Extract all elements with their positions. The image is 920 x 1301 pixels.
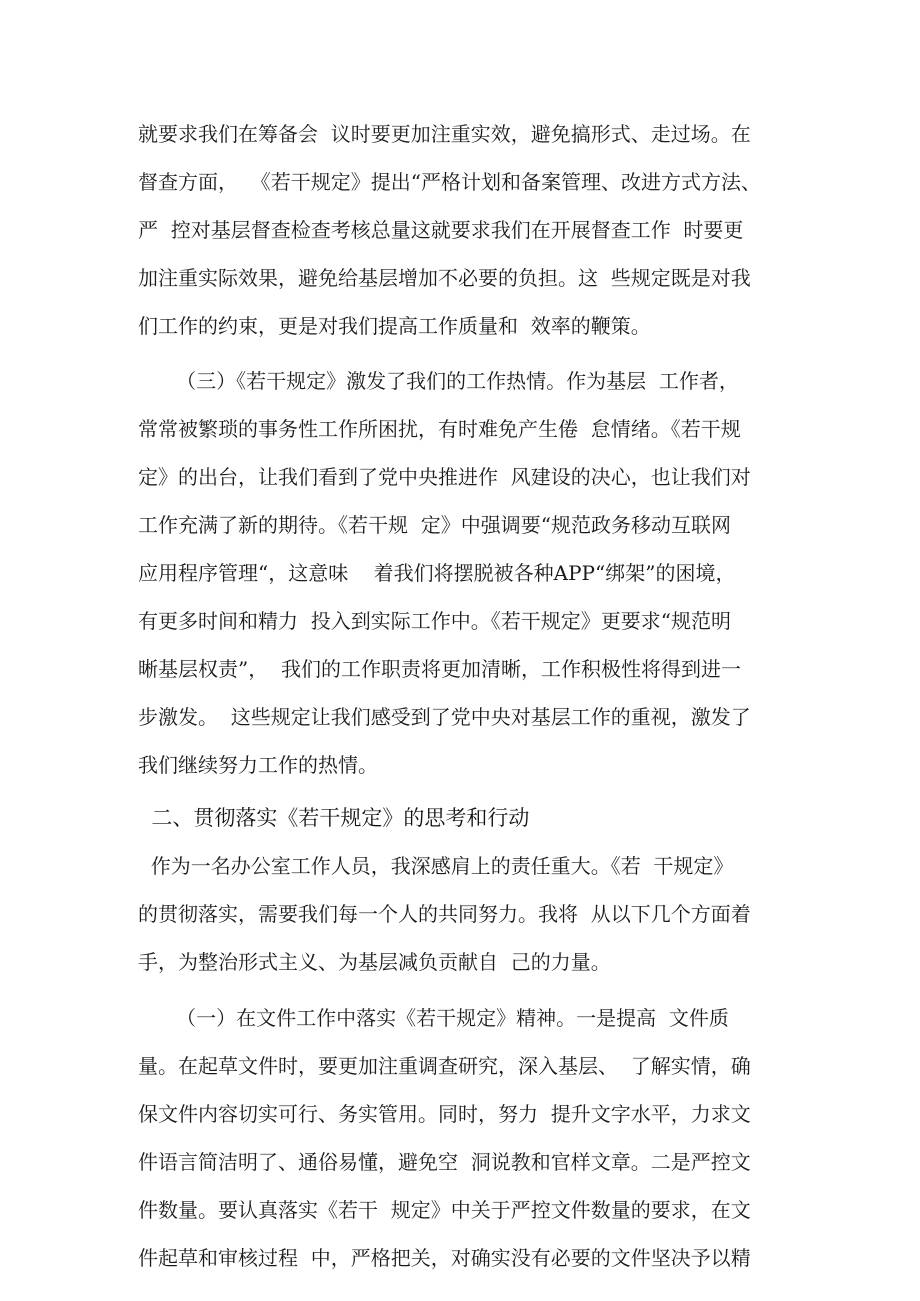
section-heading: 二、贯彻落实《若干规定》的思考和行动 — [138, 806, 530, 830]
body-text-line: 就要求我们在筹备会 议时要更加注重实效，避免搞形式、走过场。在 — [138, 122, 751, 146]
body-text-line: 作为一名办公室工作人员，我深感肩上的责任重大。《若 干规定》 — [138, 854, 734, 878]
body-text-line: （三）《若干规定》激发了我们的工作热情。作为基层 工作者， — [138, 369, 739, 393]
body-text-line: 我们继续努力工作的热情。 — [138, 753, 378, 777]
body-text-line: 件起草和审核过程 中，严格把关，对确实没有必要的文件坚决予以精 — [138, 1246, 751, 1270]
body-text-line: 晰基层权责”， 我们的工作职责将更加清晰，工作积极性将得到进一 — [138, 657, 741, 681]
body-text-line: 保文件内容切实可行、务实管用。同时，努力 提升文字水平，力求文 — [138, 1102, 751, 1126]
body-text-line: 常常被繁琐的事务性工作所困扰，有时难免产生倦 怠情绪。《若干规 — [138, 417, 741, 441]
body-text-line: 们工作的约束，更是对我们提高工作质量和 效率的鞭策。 — [138, 314, 651, 338]
body-text-line: 件语言简洁明了、通俗易懂，避免空 洞说教和官样文章。二是严控文 — [138, 1150, 751, 1174]
body-text-line: 工作充满了新的期待。《若干规 定》中强调要“规范政务移动互联网 — [138, 513, 731, 537]
body-text-line: 量。在起草文件时，要更加注重调查研究，深入基层、 了解实情，确 — [138, 1054, 751, 1078]
body-text-line: 应用程序管理“，这意味 着我们将摆脱被各种APP“绑架”的困境， — [138, 561, 736, 585]
body-text-line: 加注重实际效果，避免给基层增加不必要的负担。这 些规定既是对我 — [138, 266, 751, 290]
body-text-line: 件数量。要认真落实《若干 规定》中关于严控文件数量的要求，在文 — [138, 1198, 751, 1222]
body-text-line: 手，为整治形式主义、为基层减负贡献自 己的力量。 — [138, 950, 611, 974]
body-text-line: 督查方面， 《若干规定》提出“严格计划和备案管理、改进方式方法、 — [138, 170, 761, 194]
body-text-line: 有更多时间和精力 投入到实际工作中。《若干规定》更要求“规范明 — [138, 609, 731, 633]
body-text-line: 严 控对基层督查检查考核总量这就要求我们在开展督查工作 时要更 — [138, 218, 744, 242]
body-text-line: 定》的出台，让我们看到了党中央推进作 风建设的决心，也让我们对 — [138, 465, 751, 489]
body-text-line: 的贯彻落实，需要我们每一个人的共同努力。我将 从以下几个方面着 — [138, 902, 751, 926]
body-text-line: （一）在文件工作中落实《若干规定》精神。一是提高 文件质 — [138, 1006, 729, 1030]
body-text-line: 步激发。 这些规定让我们感受到了党中央对基层工作的重视，激发了 — [138, 705, 751, 729]
